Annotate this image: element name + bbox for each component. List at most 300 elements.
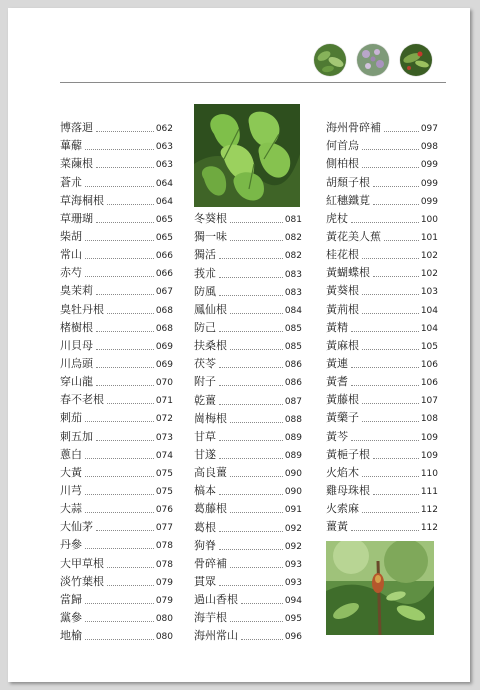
dot-leader xyxy=(230,476,283,477)
dot-leader xyxy=(241,603,283,604)
entry-page-number: 065 xyxy=(155,214,173,225)
entry-name: 草珊瑚 xyxy=(60,211,93,225)
entry-page-number: 065 xyxy=(155,232,173,243)
entry-name: 蓽薢 xyxy=(60,139,82,153)
index-entry xyxy=(194,426,302,444)
dot-leader xyxy=(85,421,154,422)
entry-name: 黃芩 xyxy=(326,429,348,443)
index-entry xyxy=(60,298,173,316)
index-entry xyxy=(194,535,302,553)
entry-page-number: 074 xyxy=(155,450,173,461)
entry-name: 側柏根 xyxy=(326,157,359,171)
thumbnail-plant xyxy=(400,44,432,76)
dot-leader xyxy=(241,639,283,640)
index-entry xyxy=(194,389,302,407)
index-entry xyxy=(326,425,438,443)
entry-name: 附子 xyxy=(194,375,216,389)
entry-name: 獨一味 xyxy=(194,230,227,244)
entry-page-number: 088 xyxy=(284,414,302,425)
entry-page-number: 062 xyxy=(155,124,173,135)
entry-page-number: 093 xyxy=(284,559,302,570)
index-entry xyxy=(60,153,173,171)
index-entry xyxy=(326,353,438,371)
entry-name: 黃精 xyxy=(326,320,348,334)
entry-page-number: 089 xyxy=(284,432,302,443)
entry-name: 穿山龍 xyxy=(60,375,93,389)
entry-name: 蔥白 xyxy=(60,447,82,461)
entry-name: 當歸 xyxy=(60,592,82,606)
entry-page-number: 102 xyxy=(420,251,438,262)
entry-name: 黃藥子 xyxy=(326,411,359,425)
dot-leader xyxy=(219,258,283,259)
dot-leader xyxy=(351,440,419,441)
dot-leader xyxy=(384,240,419,241)
index-entry xyxy=(326,335,438,353)
entry-name: 葛藤根 xyxy=(194,502,227,516)
entry-page-number: 085 xyxy=(284,342,302,353)
dot-leader xyxy=(85,149,154,150)
dot-leader xyxy=(107,403,154,404)
dot-leader xyxy=(351,530,419,531)
entry-name: 獨活 xyxy=(194,248,216,262)
entry-page-number: 095 xyxy=(284,614,302,625)
dot-leader xyxy=(96,367,154,368)
entry-page-number: 082 xyxy=(284,251,302,262)
entry-page-number: 096 xyxy=(284,632,302,643)
entry-page-number: 068 xyxy=(155,323,173,334)
entry-page-number: 077 xyxy=(155,523,173,534)
entry-page-number: 068 xyxy=(155,305,173,316)
entry-page-number: 094 xyxy=(284,596,302,607)
index-column-3 xyxy=(326,117,438,534)
entry-name: 刺五加 xyxy=(60,429,93,443)
dot-leader xyxy=(219,440,283,441)
index-entry xyxy=(326,226,438,244)
dot-leader xyxy=(373,276,419,277)
entry-name: 火索麻 xyxy=(326,502,359,516)
entry-name: 刺茄 xyxy=(60,411,82,425)
entry-page-number: 109 xyxy=(420,450,438,461)
dot-leader xyxy=(219,494,283,495)
index-entry xyxy=(194,571,302,589)
entry-page-number: 082 xyxy=(284,233,302,244)
entry-page-number: 072 xyxy=(155,414,173,425)
index-entry xyxy=(194,281,302,299)
dot-leader xyxy=(230,222,283,223)
entry-name: 大蒜 xyxy=(60,502,82,516)
entry-name: 扶桑根 xyxy=(194,339,227,353)
thumbnail-flowers xyxy=(357,44,389,76)
index-entry xyxy=(60,135,173,153)
index-entry xyxy=(60,226,173,244)
entry-name: 紅穗鐵莧 xyxy=(326,193,370,207)
index-entry xyxy=(60,208,173,226)
entry-name: 川貝母 xyxy=(60,338,93,352)
index-entry xyxy=(60,625,173,643)
dot-leader xyxy=(362,258,419,259)
index-entry xyxy=(60,335,173,353)
entry-name: 虎杖 xyxy=(326,211,348,225)
index-entry xyxy=(194,208,302,226)
entry-page-number: 097 xyxy=(420,124,438,135)
dot-leader xyxy=(96,331,154,332)
dot-leader xyxy=(362,403,419,404)
entry-page-number: 071 xyxy=(155,396,173,407)
index-entry xyxy=(60,498,173,516)
index-entry xyxy=(194,444,302,462)
entry-name: 高良薑 xyxy=(194,466,227,480)
index-column-1 xyxy=(60,117,173,643)
entry-name: 何首烏 xyxy=(326,139,359,153)
dot-leader xyxy=(85,258,154,259)
thumbnail-leaves xyxy=(314,44,346,76)
index-entry xyxy=(60,190,173,208)
index-entry xyxy=(60,371,173,389)
entry-name: 甘草 xyxy=(194,429,216,443)
entry-page-number: 108 xyxy=(420,414,438,425)
entry-name: 黃耆 xyxy=(326,375,348,389)
entry-name: 鳳仙根 xyxy=(194,302,227,316)
index-entry xyxy=(194,553,302,571)
entry-name: 冬葵根 xyxy=(194,212,227,226)
index-entry xyxy=(326,190,438,208)
entry-page-number: 063 xyxy=(155,142,173,153)
entry-name: 黃連 xyxy=(326,356,348,370)
entry-name: 臭茉莉 xyxy=(60,284,93,298)
dot-leader xyxy=(85,276,154,277)
entry-name: 崗梅根 xyxy=(194,411,227,425)
index-entry xyxy=(60,389,173,407)
index-entry xyxy=(60,425,173,443)
entry-page-number: 100 xyxy=(420,214,438,225)
dot-leader xyxy=(362,421,419,422)
index-column-2 xyxy=(194,208,302,643)
entry-name: 葛根 xyxy=(194,520,216,534)
entry-name: 地榆 xyxy=(60,629,82,643)
dot-leader xyxy=(85,512,154,513)
index-entry xyxy=(326,117,438,135)
index-entry xyxy=(326,480,438,498)
dot-leader xyxy=(85,548,154,549)
entry-name: 狗脊 xyxy=(194,538,216,552)
entry-page-number: 111 xyxy=(420,486,438,497)
entry-name: 胡頹子根 xyxy=(326,175,370,189)
index-entry xyxy=(326,135,438,153)
entry-page-number: 085 xyxy=(284,323,302,334)
entry-page-number: 092 xyxy=(284,523,302,534)
entry-name: 蒼朮 xyxy=(60,175,82,189)
dot-leader xyxy=(351,367,419,368)
index-entry xyxy=(60,534,173,552)
entry-name: 臭牡丹根 xyxy=(60,302,104,316)
entry-name: 川烏頭 xyxy=(60,356,93,370)
dot-leader xyxy=(107,204,154,205)
index-entry xyxy=(60,317,173,335)
dot-leader xyxy=(85,186,154,187)
dot-leader xyxy=(107,567,154,568)
entry-page-number: 103 xyxy=(420,287,438,298)
index-entry xyxy=(194,462,302,480)
index-entry xyxy=(194,244,302,262)
entry-name: 防風 xyxy=(194,284,216,298)
entry-page-number: 081 xyxy=(284,215,302,226)
entry-name: 黃梔子根 xyxy=(326,447,370,461)
entry-page-number: 090 xyxy=(284,487,302,498)
entry-page-number: 086 xyxy=(284,360,302,371)
entry-page-number: 069 xyxy=(155,359,173,370)
dot-leader xyxy=(362,512,419,513)
index-entry xyxy=(60,552,173,570)
entry-page-number: 099 xyxy=(420,178,438,189)
entry-page-number: 087 xyxy=(284,396,302,407)
entry-name: 薑黃 xyxy=(326,520,348,534)
dot-leader xyxy=(219,367,283,368)
index-entry xyxy=(194,408,302,426)
dot-leader xyxy=(230,512,283,513)
entry-name: 菜蔯根 xyxy=(60,157,93,171)
dot-leader xyxy=(96,440,154,441)
index-entry xyxy=(60,516,173,534)
entry-name: 大甲草根 xyxy=(60,556,104,570)
dot-leader xyxy=(351,222,419,223)
entry-page-number: 090 xyxy=(284,469,302,480)
entry-name: 海州常山 xyxy=(194,629,238,643)
index-entry xyxy=(60,607,173,625)
index-entry xyxy=(326,371,438,389)
dot-leader xyxy=(362,149,419,150)
index-entry xyxy=(194,480,302,498)
index-entry xyxy=(60,462,173,480)
index-entry xyxy=(326,462,438,480)
entry-page-number: 102 xyxy=(420,269,438,280)
entry-name: 茯苓 xyxy=(194,357,216,371)
index-entry xyxy=(326,244,438,262)
index-entry xyxy=(60,280,173,298)
entry-name: 過山香根 xyxy=(194,593,238,607)
entry-page-number: 093 xyxy=(284,577,302,588)
entry-name: 常山 xyxy=(60,248,82,262)
entry-page-number: 064 xyxy=(155,196,173,207)
dot-leader xyxy=(362,349,419,350)
dot-leader xyxy=(373,458,419,459)
entry-page-number: 107 xyxy=(420,396,438,407)
entry-page-number: 078 xyxy=(155,559,173,570)
dot-leader xyxy=(384,131,419,132)
entry-page-number: 101 xyxy=(420,232,438,243)
dot-leader xyxy=(107,585,154,586)
dot-leader xyxy=(230,349,283,350)
entry-page-number: 075 xyxy=(155,486,173,497)
entry-page-number: 106 xyxy=(420,359,438,370)
dot-leader xyxy=(373,494,419,495)
header-rule xyxy=(60,82,446,83)
entry-page-number: 063 xyxy=(155,160,173,171)
index-entry xyxy=(194,299,302,317)
entry-page-number: 080 xyxy=(155,632,173,643)
dot-leader xyxy=(96,385,154,386)
entry-page-number: 064 xyxy=(155,178,173,189)
index-entry xyxy=(60,262,173,280)
entry-page-number: 106 xyxy=(420,378,438,389)
index-entry xyxy=(194,317,302,335)
index-entry xyxy=(60,117,173,135)
entry-page-number: 076 xyxy=(155,505,173,516)
entry-page-number: 079 xyxy=(155,577,173,588)
entry-name: 防己 xyxy=(194,320,216,334)
index-entry xyxy=(326,298,438,316)
entry-page-number: 078 xyxy=(155,541,173,552)
index-entry xyxy=(60,171,173,189)
index-entry xyxy=(60,480,173,498)
index-entry xyxy=(326,407,438,425)
entry-name: 黃麻根 xyxy=(326,338,359,352)
dot-leader xyxy=(85,476,154,477)
entry-page-number: 084 xyxy=(284,305,302,316)
dot-leader xyxy=(362,313,419,314)
dot-leader xyxy=(85,240,154,241)
entry-name: 黃蝴蝶根 xyxy=(326,266,370,280)
entry-page-number: 066 xyxy=(155,269,173,280)
dot-leader xyxy=(85,458,154,459)
dot-leader xyxy=(351,331,419,332)
entry-name: 黃藤根 xyxy=(326,393,359,407)
entry-name: 桂花根 xyxy=(326,248,359,262)
dot-leader xyxy=(85,639,154,640)
entry-page-number: 066 xyxy=(155,251,173,262)
entry-page-number: 091 xyxy=(284,505,302,516)
dot-leader xyxy=(219,585,283,586)
entry-name: 淡竹葉根 xyxy=(60,574,104,588)
entry-page-number: 112 xyxy=(420,505,438,516)
entry-page-number: 083 xyxy=(284,287,302,298)
dot-leader xyxy=(362,167,419,168)
index-entry xyxy=(326,498,438,516)
entry-name: 黃葵根 xyxy=(326,284,359,298)
entry-name: 赤芍 xyxy=(60,266,82,280)
index-entry xyxy=(326,262,438,280)
entry-name: 黃花美人蕉 xyxy=(326,229,381,243)
entry-name: 楮樹根 xyxy=(60,320,93,334)
dot-leader xyxy=(230,567,283,568)
entry-name: 甘遂 xyxy=(194,447,216,461)
index-entry xyxy=(194,498,302,516)
index-entry xyxy=(194,226,302,244)
index-entry xyxy=(326,171,438,189)
entry-page-number: 110 xyxy=(420,468,438,479)
dot-leader xyxy=(219,331,283,332)
entry-page-number: 092 xyxy=(284,541,302,552)
entry-page-number: 083 xyxy=(284,269,302,280)
entry-page-number: 075 xyxy=(155,468,173,479)
entry-name: 海州骨碎補 xyxy=(326,121,381,135)
dot-leader xyxy=(96,131,154,132)
entry-name: 大仙茅 xyxy=(60,520,93,534)
entry-name: 槁本 xyxy=(194,484,216,498)
dot-leader xyxy=(351,385,419,386)
entry-name: 丹參 xyxy=(60,538,82,552)
dot-leader xyxy=(219,531,283,532)
entry-page-number: 089 xyxy=(284,450,302,461)
dot-leader xyxy=(96,222,154,223)
dot-leader xyxy=(219,295,283,296)
index-entry xyxy=(194,371,302,389)
entry-name: 雞母珠根 xyxy=(326,483,370,497)
dot-leader xyxy=(96,167,154,168)
entry-name: 黃荊根 xyxy=(326,302,359,316)
dot-leader xyxy=(362,476,419,477)
index-entry xyxy=(326,317,438,335)
dot-leader xyxy=(96,349,154,350)
entry-name: 博落迴 xyxy=(60,121,93,135)
entry-page-number: 099 xyxy=(420,196,438,207)
entry-name: 莪朮 xyxy=(194,266,216,280)
index-entry xyxy=(326,389,438,407)
dot-leader xyxy=(85,494,154,495)
dot-leader xyxy=(219,385,283,386)
dot-leader xyxy=(230,621,283,622)
dot-leader xyxy=(96,294,154,295)
entry-page-number: 112 xyxy=(420,523,438,534)
index-entry xyxy=(194,516,302,534)
entry-page-number: 067 xyxy=(155,287,173,298)
plant-photo xyxy=(326,541,434,635)
entry-page-number: 104 xyxy=(420,323,438,334)
entry-page-number: 080 xyxy=(155,613,173,624)
dot-leader xyxy=(230,313,283,314)
dot-leader xyxy=(373,204,419,205)
index-entry xyxy=(326,280,438,298)
entry-name: 春不老根 xyxy=(60,393,104,407)
dot-leader xyxy=(219,549,283,550)
entry-page-number: 099 xyxy=(420,160,438,171)
index-entry xyxy=(326,208,438,226)
dot-leader xyxy=(107,313,154,314)
dot-leader xyxy=(96,530,154,531)
entry-name: 海芋根 xyxy=(194,611,227,625)
entry-name: 乾薑 xyxy=(194,393,216,407)
index-entry xyxy=(60,571,173,589)
index-entry xyxy=(194,589,302,607)
entry-page-number: 069 xyxy=(155,341,173,352)
entry-page-number: 079 xyxy=(155,595,173,606)
dot-leader xyxy=(85,621,154,622)
dot-leader xyxy=(230,422,283,423)
index-entry xyxy=(194,335,302,353)
entry-name: 大黃 xyxy=(60,465,82,479)
index-entry xyxy=(194,625,302,643)
entry-page-number: 086 xyxy=(284,378,302,389)
index-entry xyxy=(60,353,173,371)
index-entry xyxy=(194,262,302,280)
index-entry xyxy=(326,153,438,171)
dot-leader xyxy=(230,240,283,241)
index-entry xyxy=(326,444,438,462)
dot-leader xyxy=(219,277,283,278)
entry-page-number: 098 xyxy=(420,142,438,153)
entry-name: 貫眾 xyxy=(194,574,216,588)
entry-page-number: 109 xyxy=(420,432,438,443)
entry-name: 火焰木 xyxy=(326,465,359,479)
entry-name: 川芎 xyxy=(60,483,82,497)
entry-page-number: 104 xyxy=(420,305,438,316)
entry-page-number: 073 xyxy=(155,432,173,443)
dot-leader xyxy=(85,603,154,604)
entry-name: 黨參 xyxy=(60,610,82,624)
index-entry xyxy=(60,244,173,262)
entry-page-number: 105 xyxy=(420,341,438,352)
dot-leader xyxy=(219,458,283,459)
index-entry xyxy=(60,407,173,425)
